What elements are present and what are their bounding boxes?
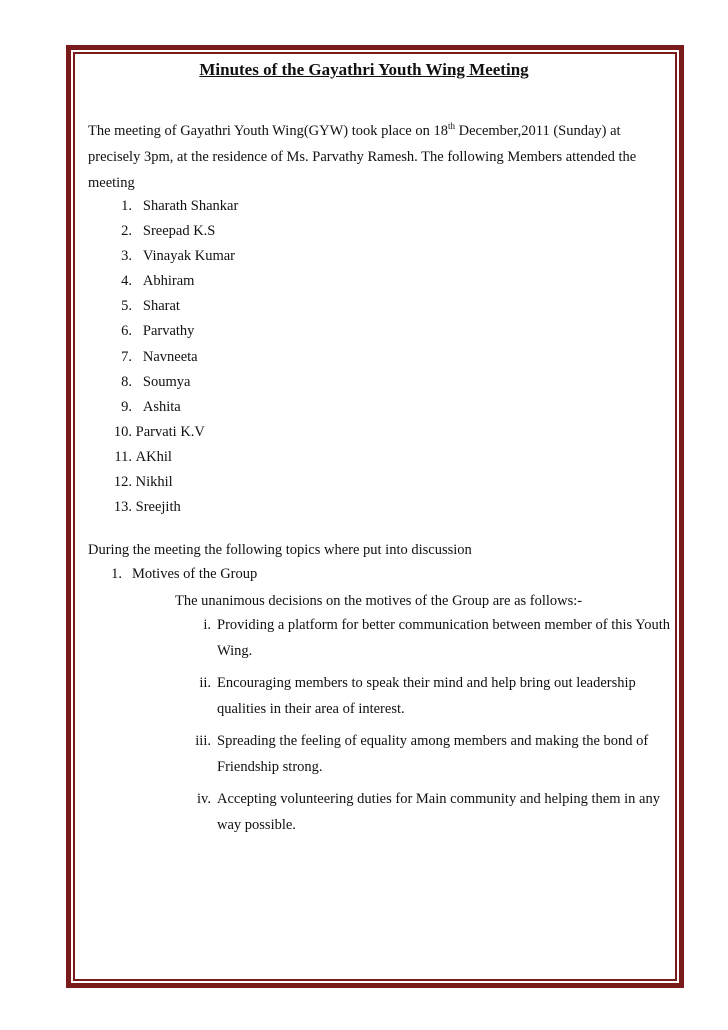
decision-text: Spreading the feeling of equality among members and making the bond of Friendship strong. [217,733,649,775]
topic-item [88,561,257,587]
member-item [88,345,238,370]
member-number: 1. [121,198,132,214]
member-item [88,319,238,344]
decision-number: ii. [199,675,211,691]
member-number: 6. [121,323,132,340]
member-name: Sharath Shankar [142,198,239,214]
member-name: AKhil [135,448,172,465]
member-number: 12. [113,474,132,491]
member-number: 3. [121,248,132,265]
member-name: Sreepad K.S [142,223,216,240]
member-item [88,370,238,395]
member-number: 9. [121,398,132,415]
member-number: 11. [114,448,132,465]
topic-label: Motives of the Group [132,566,258,582]
member-item [88,244,238,269]
member-name: Ashita [142,398,181,415]
member-name: Parvathy [142,323,195,340]
decision-item [175,786,687,838]
member-number: 4. [121,273,132,290]
member-number: 2. [121,223,132,240]
topic-number: 1. [111,566,122,582]
decision-item [175,670,687,722]
decision-number: iv. [197,791,211,807]
member-number: 7. [121,348,132,365]
date-ordinal-suffix: th [447,121,455,132]
member-number: 13. [113,499,132,516]
decision-text: Providing a platform for better communication between member of this Youth Wing. [217,617,671,659]
intro-text-date-rest: December,2011 (Sunday) at [454,123,621,139]
decision-text: Accepting volunteering duties for Main community and helping them in any way possible. [217,791,660,833]
member-item [88,395,238,420]
decision-number: i. [203,617,211,633]
member-name: Abhiram [142,273,195,290]
member-item [88,194,238,219]
intro-text-line3: meeting [88,175,135,191]
decision-text: Encouraging members to speak their mind and help bring out leadership qualities in their area of interest. [217,675,636,717]
discussion-intro: During the meeting the following topics where put into discussion [88,542,472,558]
member-name: Sharat [142,298,180,315]
member-item [88,269,238,294]
decisions-intro: The unanimous decisions on the motives of the Group are as follows:- [175,593,583,609]
member-number: 8. [121,373,132,390]
member-item [88,294,238,319]
decisions-list [175,612,687,844]
member-name: Navneeta [142,348,198,365]
member-number: 10. [113,423,132,440]
member-item [88,470,238,495]
decision-number: iii. [195,733,211,749]
member-number: 5. [121,298,132,315]
member-name: Nikhil [135,474,173,491]
member-name: Sreejith [135,499,181,516]
document-title: Minutes of the Gayathri Youth Wing Meeting [199,60,529,79]
member-name: Soumya [142,373,191,390]
member-item [88,420,238,445]
members-list [88,194,238,520]
decision-item [175,728,687,780]
intro-text-line2: precisely 3pm, at the residence of Ms. Parvathy Ramesh. The following Members attended the [88,149,637,165]
intro-paragraph [88,118,678,196]
member-item [88,495,238,520]
decision-item [175,612,687,664]
member-item [88,219,238,244]
member-name: Parvati K.V [135,423,205,440]
member-item [88,445,238,470]
member-name: Vinayak Kumar [142,248,236,265]
intro-text-start: The meeting of Gayathri Youth Wing(GYW) took place on 18 [88,123,448,139]
